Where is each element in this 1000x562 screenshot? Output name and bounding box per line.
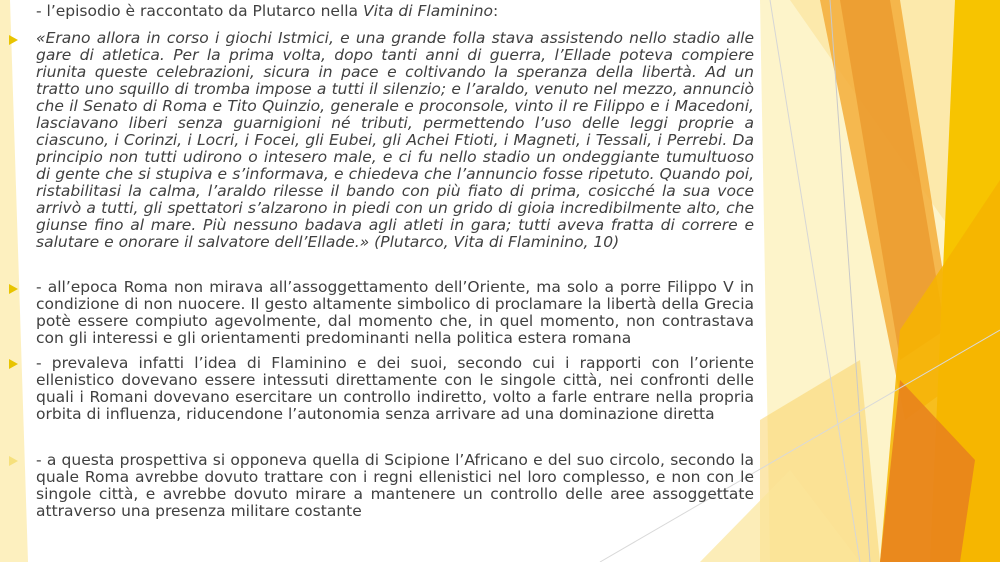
intro-suffix: : — [493, 2, 499, 20]
bullet-text-scipione: - a questa prospettiva si opponeva quella di Scipione l’Africano e del suo circolo, secondo la quale Roma avrebbe dovuto trattare con i regni ellenistici nel loro complesso, e non con le singole città, e avrebbe dovuto mirare a mantenere un controllo delle aree assoggettate attraverso una presenza militare costante — [36, 451, 754, 520]
bullet-text-oriente: - all’epoca Roma non mirava all’assoggettamento dell’Oriente, ma solo a porre Filippo V in condizione di non nuocere. Il gesto altamente simbolico di proclamare la libertà della Grecia potè essere compiuto agevolmente, dal momento che, in quel momento, non contrastava con gli interessi e gli orientamenti predominanti nella politica estera romana — [36, 278, 754, 347]
bullet-arrow-icon — [9, 359, 18, 369]
work-title: Vita di Flaminino — [362, 2, 494, 20]
intro-prefix: - l’episodio è raccontato da Plutarco nella — [36, 2, 363, 20]
bullet-arrow-icon — [9, 456, 18, 466]
bullet-arrow-icon — [9, 284, 18, 294]
intro-line — [36, 2, 756, 20]
plutarch-quote: «Erano allora in corso i giochi Istmici, e una grande folla stava assistendo nello stadio alle gare di atletica. Per la prima volta, dopo tanti anni di guerra, l’Ellade poteva compiere riunita queste celebrazioni, sicura in pace e coltivando la speranza della libertà. Ad un tratto uno squillo di tromba impose a tutti il silenzio; e l’araldo, venuto nel mezzo, annunciò che il Senato di Roma e Tito Quinzio, generale e proconsole, vinto il re Filippo e i Macedoni, lasciavano liberi senza guarnigioni né tributi, permettendo l’uso delle leggi proprie a ciascuno, i Corinzi, i Locri, i Focei, gli Eubei, gli Achei Ftioti, i Magneti, i Tessali, i Perrebi. Da principio non tutti udirono o intesero male, e ci fu nello stadio un ondeggiante tumultuoso di gente che si stupiva e s’informava, e chiedeva che l’annuncio fosse ripetuto. Quando poi, ristabilitasi la calma, l’araldo rilesse il bando con più fiato di prima, cosicché la sua voce arrivò a tutti, gli spettatori s’alzarono in piedi con un grido di gioia incredibilmente alto, che giunse fino al mare. Più nessuno badava agli atleti in gara; tutti aveva fratta di correre e salutare e onorare il salvatore dell’Ellade.» (Plutarco, Vita di Flaminino, 10) — [36, 29, 754, 251]
bullet-arrow-icon — [9, 35, 18, 45]
bullet-text-flaminino: - prevaleva infatti l’idea di Flaminino e dei suoi, secondo cui i rapporti con l’oriente ellenistico dovevano essere intessuti direttamente con le singole città, nei confronti delle quali i Romani dovevano esercitare un controllo indiretto, volto a farle entrare nella propria orbita di influenza, riducendone l’autonomia senza arrivare ad una dominazione diretta — [36, 354, 754, 423]
